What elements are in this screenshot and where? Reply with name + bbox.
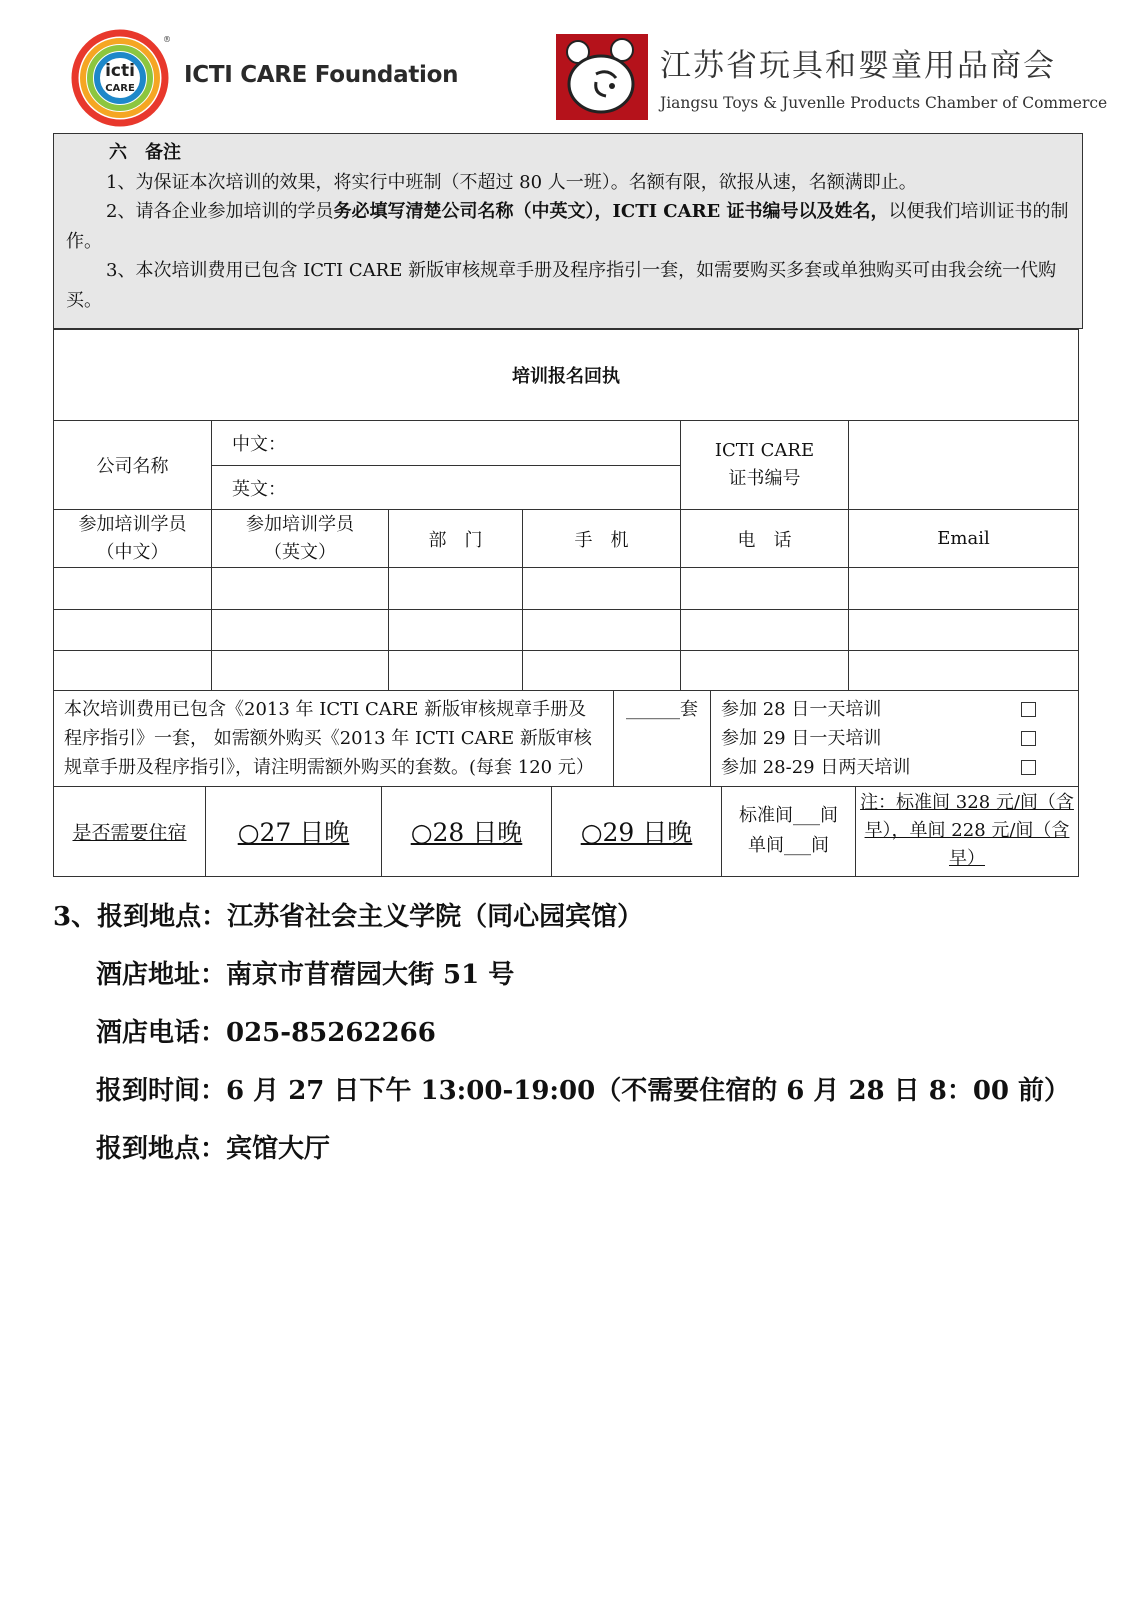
option-28-label: 参加 28 日一天培训 (721, 698, 882, 720)
cell-input[interactable] (212, 651, 389, 691)
option-row-29 (721, 724, 1070, 753)
arrival-time: 报到时间：6 月 27 日下午 13:00-19:00（不需要住宿的 6 月 28 日 8：00 前） (96, 1076, 1071, 1106)
table-row (54, 568, 1079, 610)
table-row (54, 610, 1079, 651)
cell-input[interactable] (212, 568, 389, 610)
room-standard: 标准间___间 (739, 805, 838, 827)
notes-item-2-post: 以便我们培训证书的制作。 (66, 201, 1069, 252)
notes-item-3: 3、本次培训费用已包含 ICTI CARE 新版审核规章手册及程序指引一套，如需要购买多套或单独购买可由我会统一代购买。 (66, 260, 1057, 311)
org-name-cn: 江苏省玩具和婴童用品商会 (660, 48, 1056, 84)
cert-number-label (681, 421, 849, 510)
cell-input[interactable] (849, 610, 1079, 651)
option-28-29-label: 参加 28-29 日两天培训 (721, 756, 911, 778)
cell-input[interactable] (212, 610, 389, 651)
col-email: Email (849, 510, 1079, 568)
cell-input[interactable] (54, 568, 212, 610)
svg-text:CARE: CARE (105, 83, 135, 94)
cert-label-line2: 证书编号 (728, 468, 801, 489)
book-purchase-text: 本次培训费用已包含《2013 年 ICTI CARE 新版审核规章手册及程序指引》一套， 如需额外购买《2013 年 ICTI CARE 新版审核规章手册及程序指引》，请注明需额外购买的套数。(每套 120 元） (54, 690, 614, 786)
book-sets-field[interactable]: ______套 (614, 690, 711, 786)
col-mobile: 手 机 (523, 510, 681, 568)
cell-input[interactable] (681, 610, 849, 651)
company-cn-label: 中文： (232, 434, 286, 455)
col-student-en (212, 510, 389, 568)
option-28-29-checkbox[interactable] (1021, 760, 1036, 775)
cell-input[interactable] (389, 651, 523, 691)
col-student-cn-line2: （中文） (96, 541, 169, 563)
cell-input[interactable] (523, 651, 681, 691)
registration-table (53, 329, 1079, 691)
table-row (54, 651, 1079, 691)
lodging-label: 是否需要住宿 (54, 786, 206, 876)
hotel-address: 酒店地址：南京市苜蓿园大街 51 号 (96, 960, 515, 990)
night-28-radio[interactable]: ○28 日晚 (382, 786, 552, 876)
notes-item-2-bold: 务必填写清楚公司名称（中英文），ICTI CARE 证书编号以及姓名， (333, 201, 889, 222)
col-student-cn-line1: 参加培训学员 (78, 513, 187, 535)
company-name-label: 公司名称 (54, 421, 212, 510)
org-name-en: Jiangsu Toys & Juvenlle Products Chamber of Commerce (660, 94, 1108, 112)
col-student-en-line2: （英文） (264, 541, 336, 563)
notes-item-2 (66, 197, 1072, 256)
svg-text:icti: icti (105, 61, 135, 81)
room-count[interactable] (722, 786, 856, 876)
room-single: 单间___间 (748, 835, 829, 857)
option-29-label: 参加 29 日一天培训 (721, 727, 882, 749)
notes-heading: 六 备注 (109, 142, 181, 163)
night-29-radio[interactable]: ○29 日晚 (552, 786, 722, 876)
arrival-section (53, 888, 1070, 1178)
lodging-table (53, 786, 1079, 877)
arrival-place: 报到地点：宾馆大厅 (96, 1134, 331, 1164)
notes-box (53, 133, 1083, 329)
col-department: 部 门 (389, 510, 523, 568)
cell-input[interactable] (681, 651, 849, 691)
cert-label-line1: ICTI CARE (714, 440, 815, 461)
col-student-cn (54, 510, 212, 568)
icti-care-foundation-name: ICTI CARE Foundation (184, 62, 459, 88)
night-27-radio[interactable]: ○27 日晚 (206, 786, 382, 876)
option-row-28-29 (721, 753, 1070, 782)
cell-input[interactable] (681, 568, 849, 610)
option-29-checkbox[interactable] (1021, 731, 1036, 746)
arrival-location: 3、报到地点：江苏省社会主义学院（同心园宾馆） (53, 902, 644, 932)
cell-input[interactable] (523, 568, 681, 610)
training-options (711, 690, 1079, 786)
option-28-checkbox[interactable] (1021, 702, 1036, 717)
icti-care-logo-icon (70, 28, 180, 128)
registration-form (53, 329, 1078, 877)
hotel-phone: 酒店电话：025-85262266 (96, 1018, 436, 1048)
room-price-note: 注：标准间 328 元/间（含早），单间 228 元/间（含早） (856, 786, 1079, 876)
col-phone: 电 话 (681, 510, 849, 568)
cell-input[interactable] (54, 610, 212, 651)
cell-input[interactable] (523, 610, 681, 651)
cert-number-field[interactable] (849, 421, 1079, 510)
cell-input[interactable] (54, 651, 212, 691)
bear-logo-icon (556, 34, 648, 120)
cell-input[interactable] (389, 610, 523, 651)
svg-text:®: ® (163, 35, 171, 44)
company-en-label: 英文： (232, 478, 286, 500)
notes-item-2-pre: 2、请各企业参加培训的学员 (106, 201, 334, 222)
book-purchase-table (53, 690, 1079, 787)
company-name-cn-field[interactable] (212, 421, 681, 466)
company-name-en-field[interactable] (212, 466, 681, 510)
col-student-en-line1: 参加培训学员 (246, 513, 354, 535)
cell-input[interactable] (389, 568, 523, 610)
cell-input[interactable] (849, 568, 1079, 610)
form-title: 培训报名回执 (54, 330, 1079, 421)
cell-input[interactable] (849, 651, 1079, 691)
notes-item-1: 1、为保证本次培训的效果，将实行中班制（不超过 80 人一班）。名额有限，欲报从速，名额满即止。 (106, 171, 917, 193)
option-row-28 (721, 695, 1070, 724)
